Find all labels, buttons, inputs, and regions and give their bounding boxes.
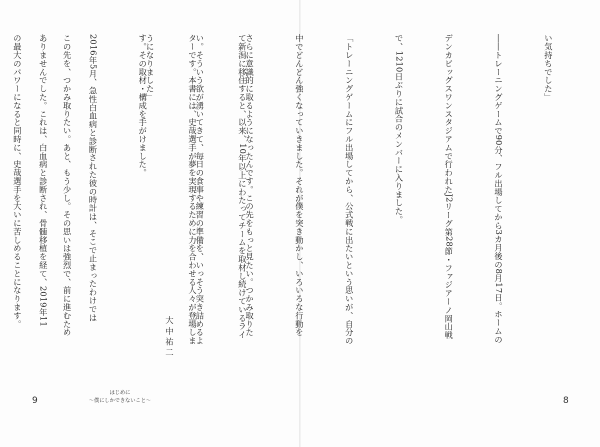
- paragraph: 2016年5月、急性白血病と診断された彼の時計は、そこで止まったわけでは: [88, 34, 99, 322]
- left-page-body: [0, 34, 284, 376]
- running-head: [60, 390, 180, 405]
- page-number-left: 9: [32, 396, 38, 406]
- paragraph: さらに意識的に取るようになったんです。この先をもっと見たい。つかみ取りた: [245, 34, 256, 337]
- paragraph: ありませんでした。これは、白血病と診断され、骨髄移植を経て、2019年11: [38, 34, 49, 327]
- paragraph: い。そういう欲が湧いてきて、毎日の食事や練習の準備を、いっそう突き詰めるよ: [195, 34, 206, 345]
- paragraph: デンカビッグスワンスタジアムで行われたJ2リーグ第28節・ファジアーノ岡山戦: [444, 34, 455, 340]
- paragraph: で、1210日ぶりに試合のメンバーに入りました。: [394, 34, 405, 224]
- author-signature: 大中祐二: [165, 316, 175, 359]
- running-head-title: はじめに: [109, 390, 131, 396]
- paragraph: い気持ちでした」: [543, 34, 554, 102]
- paragraph: 「トレーニングゲームにフル出場してから、公式戦に出たいという思いが、自分の: [344, 34, 355, 345]
- paragraph: の最大のパワーになると同時に、史哉選手を大いに苦しめることになります。: [12, 34, 23, 328]
- paragraph: ――トレーニングゲームで90分、フル出場してから3カ月後の8月17日。ホームの: [494, 34, 505, 344]
- page-number-right: 8: [563, 396, 569, 406]
- paragraph: す。その取材・構成を手がけました。: [138, 34, 149, 177]
- paragraph: この先を、つかみ取りたい。あと、もう少し。その思いは強烈で、前に進むため: [62, 34, 73, 337]
- running-head-subtitle: 〜僕にしかできないこと〜: [88, 397, 152, 404]
- paragraph: ターです。本書には、史哉選手が夢を実現するために力を合わせる人々が登場しま: [188, 34, 199, 345]
- paragraph: て新潟に移住すると、以来、10年以上にわたってチームを取材し続けているライ: [237, 34, 248, 339]
- paragraph: [0, 34, 2, 376]
- paragraph: 中でどんどん強くなっていきました。それが僕を突き動かし、いろいろな行動を: [294, 34, 305, 337]
- paragraph: うになりました」: [145, 34, 156, 102]
